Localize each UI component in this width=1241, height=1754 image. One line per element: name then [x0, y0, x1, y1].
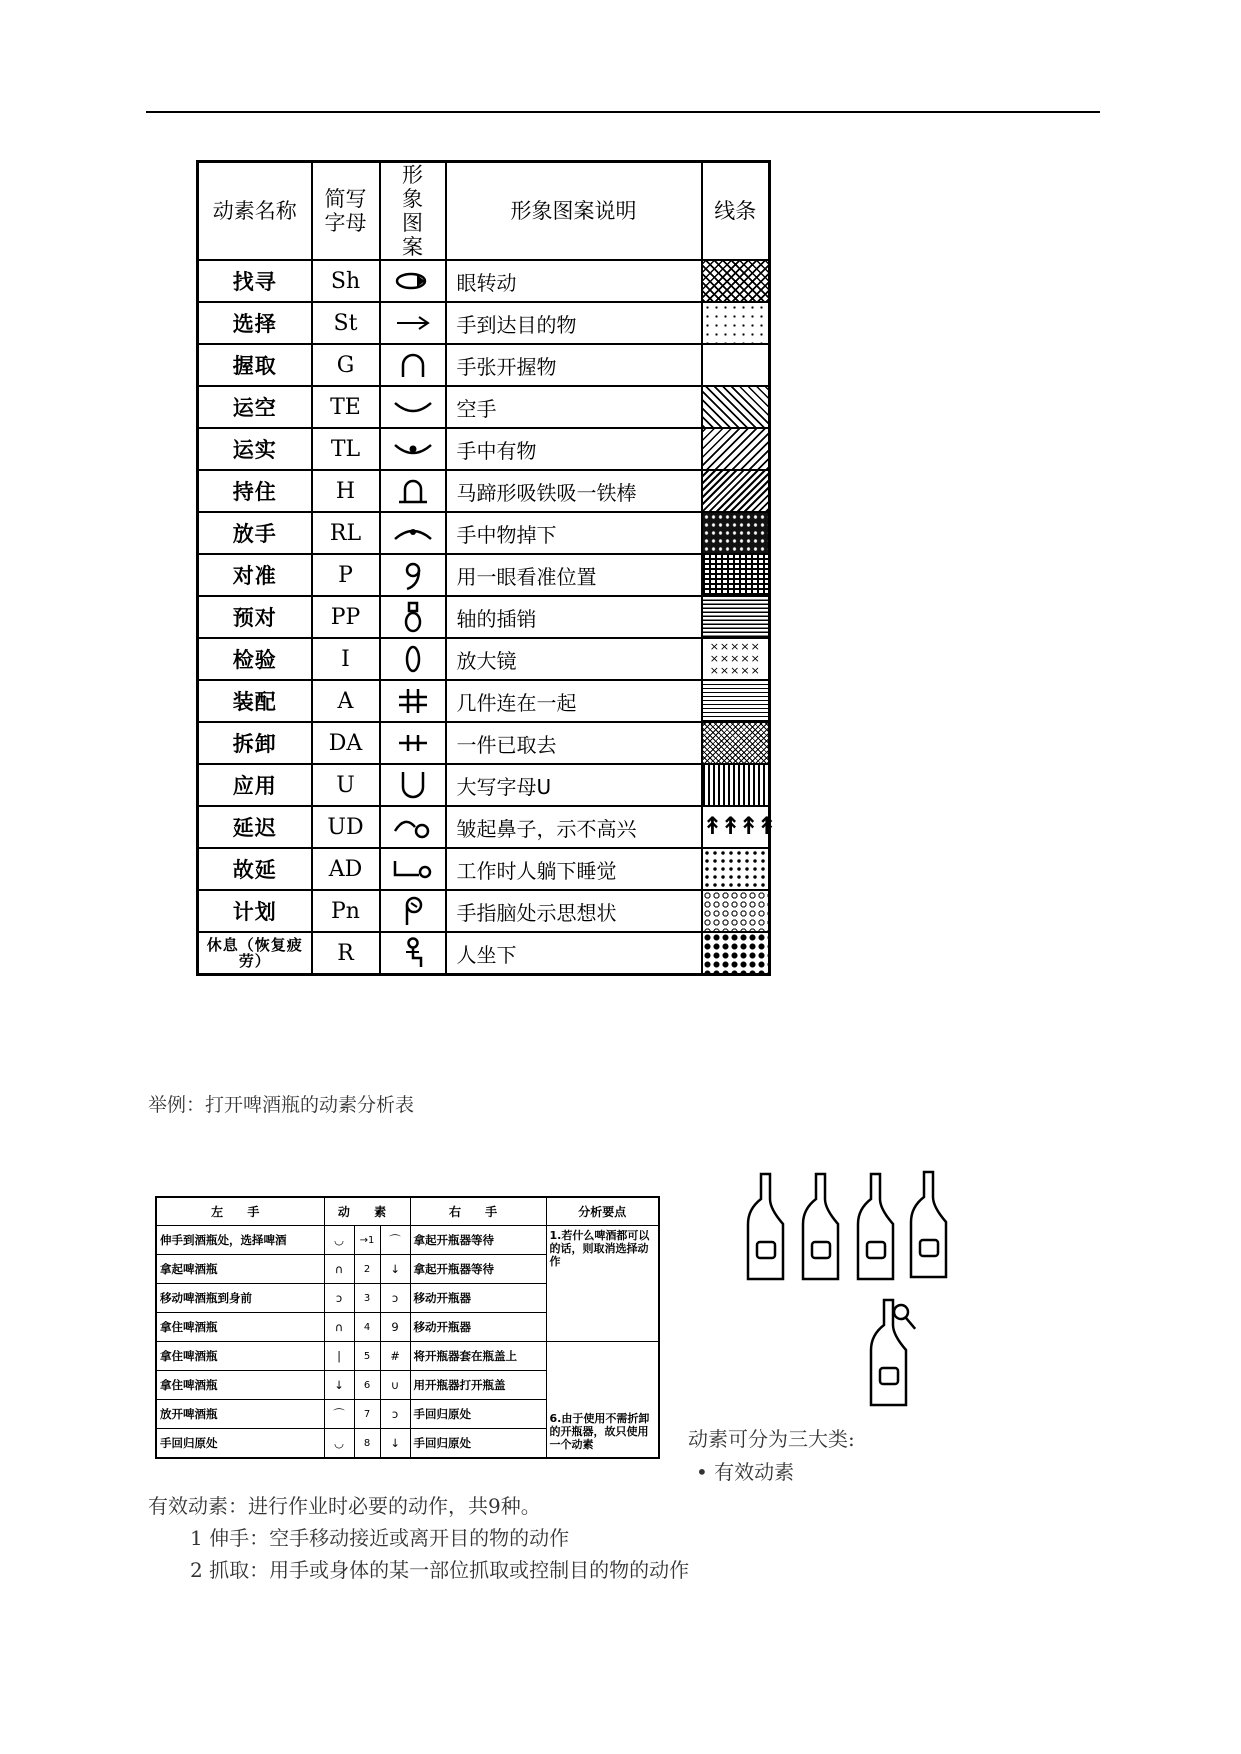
bottle-icon	[871, 1300, 906, 1405]
therblig-abbr: G	[312, 344, 380, 386]
therblig-desc: 马蹄形吸铁吸一铁棒	[446, 470, 702, 512]
left-hand-action: 移动啤酒瓶到身前	[156, 1284, 324, 1313]
therblig-table	[196, 160, 775, 976]
therblig-name: 装配	[198, 680, 312, 722]
right-hand-action: 移动开瓶器	[410, 1313, 546, 1342]
therblig-abbr: TE	[312, 386, 380, 428]
step-number: 2	[354, 1255, 380, 1284]
pattern-swatch	[702, 428, 770, 470]
left-hand-action: 拿住啤酒瓶	[156, 1313, 324, 1342]
right-hand-action: 手回归原处	[410, 1429, 546, 1459]
header-abbr: 简写字母	[312, 162, 380, 261]
therblig-row	[198, 512, 770, 554]
therblig-row	[198, 386, 770, 428]
therblig-row	[198, 806, 770, 848]
right-symbol: ↓	[380, 1255, 410, 1284]
step-number: 8	[354, 1429, 380, 1459]
therblig-name: 休息（恢复疲劳）	[198, 932, 312, 975]
left-hand-action: 手回归原处	[156, 1429, 324, 1459]
therblig-desc: 手指脑处示思想状	[446, 890, 702, 932]
therblig-name: 拆卸	[198, 722, 312, 764]
therblig-row	[198, 764, 770, 806]
header-desc: 形象图案说明	[446, 162, 702, 261]
therblig-abbr: St	[312, 302, 380, 344]
therblig-abbr: Pn	[312, 890, 380, 932]
bottle-icon	[858, 1174, 893, 1279]
therblig-abbr: AD	[312, 848, 380, 890]
body-line: 有效动素：进行作业时必要的动作，共9种。	[148, 1494, 541, 1518]
empty-hand-icon	[380, 386, 446, 428]
category-effective: • 有效动素	[696, 1460, 795, 1484]
pattern-swatch	[702, 932, 770, 975]
left-symbol: ↄ	[324, 1284, 354, 1313]
body-line: 1 伸手：空手移动接近或离开目的物的动作	[190, 1526, 570, 1550]
beer-bottles-illustration	[738, 1164, 998, 1424]
therblig-abbr: PP	[312, 596, 380, 638]
left-symbol: ↓	[324, 1371, 354, 1400]
header-name: 动素名称	[198, 162, 312, 261]
step-number: 3	[354, 1284, 380, 1313]
pattern-swatch	[702, 806, 775, 848]
therblig-name: 预对	[198, 596, 312, 638]
bottle-icon	[911, 1172, 946, 1277]
loaded-hand-icon	[380, 428, 446, 470]
right-hand-action: 移动开瓶器	[410, 1284, 546, 1313]
therblig-abbr: Sh	[312, 260, 380, 302]
arrow-right-icon	[380, 302, 446, 344]
therblig-name: 持住	[198, 470, 312, 512]
open-hand-icon	[380, 344, 446, 386]
example-table	[155, 1196, 660, 1459]
therblig-abbr: P	[312, 554, 380, 596]
step-number: →1	[354, 1226, 380, 1255]
therblig-desc: 放大镜	[446, 638, 702, 680]
therblig-row	[198, 638, 770, 680]
delay-icon	[380, 806, 446, 848]
table-row	[156, 1226, 659, 1255]
therblig-abbr: R	[312, 932, 380, 975]
therblig-desc: 空手	[446, 386, 702, 428]
therblig-name: 运实	[198, 428, 312, 470]
right-symbol: ⌒	[380, 1226, 410, 1255]
therblig-row	[198, 680, 770, 722]
header-therblig: 动 素	[324, 1197, 410, 1226]
position-icon	[380, 554, 446, 596]
therblig-desc: 大写字母U	[446, 764, 702, 806]
therblig-name: 故延	[198, 848, 312, 890]
disassemble-icon	[380, 722, 446, 764]
therblig-header-row	[198, 162, 770, 261]
therblig-desc: 眼转动	[446, 260, 702, 302]
therblig-abbr: U	[312, 764, 380, 806]
therblig-desc: 手到达目的物	[446, 302, 702, 344]
use-icon	[380, 764, 446, 806]
right-symbol: 9	[380, 1313, 410, 1342]
header-symbol: 形象图案	[380, 162, 446, 261]
right-symbol: ↄ	[380, 1400, 410, 1429]
left-hand-action: 拿住啤酒瓶	[156, 1371, 324, 1400]
pattern-swatch	[702, 596, 770, 638]
therblig-name: 应用	[198, 764, 312, 806]
therblig-name: 选择	[198, 302, 312, 344]
analysis-note-2: 6.由于使用不需折卸的开瓶器，故只使用一个动素	[546, 1342, 659, 1459]
left-symbol: |	[324, 1342, 354, 1371]
therblig-name: 延迟	[198, 806, 312, 848]
right-symbol: ↓	[380, 1429, 410, 1459]
left-hand-action: 拿住啤酒瓶	[156, 1342, 324, 1371]
top-rule	[146, 111, 1100, 113]
therblig-desc: 人坐下	[446, 932, 702, 975]
pattern-swatch	[702, 554, 770, 596]
header-right-hand: 右 手	[410, 1197, 546, 1226]
rest-icon	[380, 932, 446, 975]
pattern-swatch	[702, 722, 770, 764]
header-pattern: 线条	[702, 162, 770, 261]
left-symbol: ∩	[324, 1255, 354, 1284]
therblig-desc: 手张开握物	[446, 344, 702, 386]
therblig-desc: 一件已取去	[446, 722, 702, 764]
right-hand-action: 拿起开瓶器等待	[410, 1226, 546, 1255]
pattern-swatch: ××××× ××××× ×××××	[702, 638, 770, 680]
therblig-row	[198, 890, 770, 932]
pattern-swatch	[702, 680, 770, 722]
body-line: 2 抓取：用手或身体的某一部位抓取或控制目的物的动作	[190, 1558, 690, 1582]
pattern-swatch	[702, 890, 770, 932]
therblig-name: 放手	[198, 512, 312, 554]
header-left-hand: 左 手	[156, 1197, 324, 1226]
therblig-row	[198, 722, 770, 764]
therblig-desc: 皱起鼻子，示不高兴	[446, 806, 702, 848]
therblig-abbr: A	[312, 680, 380, 722]
therblig-name: 检验	[198, 638, 312, 680]
therblig-row	[198, 596, 770, 638]
therblig-desc: 几件连在一起	[446, 680, 702, 722]
therblig-abbr: H	[312, 470, 380, 512]
left-symbol: ∩	[324, 1313, 354, 1342]
right-hand-action: 用开瓶器打开瓶盖	[410, 1371, 546, 1400]
left-symbol: ◡	[324, 1429, 354, 1459]
bottle-icon	[803, 1174, 838, 1279]
right-hand-action: 手回归原处	[410, 1400, 546, 1429]
think-icon	[380, 890, 446, 932]
pattern-swatch	[702, 848, 770, 890]
pattern-swatch	[702, 344, 770, 386]
analysis-note-1: 1.若什么啤酒都可以的话，则取消选择动作	[546, 1226, 659, 1342]
therblig-abbr: DA	[312, 722, 380, 764]
release-icon	[380, 512, 446, 554]
left-symbol: ◡	[324, 1226, 354, 1255]
therblig-desc: 手中物掉下	[446, 512, 702, 554]
therblig-abbr: I	[312, 638, 380, 680]
therblig-name: 握取	[198, 344, 312, 386]
therblig-desc: 用一眼看准位置	[446, 554, 702, 596]
therblig-abbr: RL	[312, 512, 380, 554]
therblig-row	[198, 428, 770, 470]
therblig-row	[198, 302, 770, 344]
left-hand-action: 伸手到酒瓶处，选择啤酒	[156, 1226, 324, 1255]
pattern-swatch	[702, 386, 770, 428]
sleep-icon	[380, 848, 446, 890]
therblig-desc: 轴的插销	[446, 596, 702, 638]
table-row	[156, 1342, 659, 1371]
example-header-row	[156, 1197, 659, 1226]
therblig-row	[198, 848, 770, 890]
pattern-swatch	[702, 470, 770, 512]
header-notes: 分析要点	[546, 1197, 659, 1226]
eye-icon	[380, 260, 446, 302]
right-symbol: #	[380, 1342, 410, 1371]
step-number: 6	[354, 1371, 380, 1400]
therblig-desc: 手中有物	[446, 428, 702, 470]
bottle-icon	[748, 1174, 783, 1279]
therblig-name: 运空	[198, 386, 312, 428]
step-number: 4	[354, 1313, 380, 1342]
pattern-swatch	[702, 302, 770, 344]
right-hand-action: 拿起开瓶器等待	[410, 1255, 546, 1284]
pattern-swatch	[702, 260, 770, 302]
left-symbol: ⌒	[324, 1400, 354, 1429]
categories-intro: 动素可分为三大类:	[688, 1427, 855, 1451]
arrows-pattern: ↟↟↟↟	[702, 812, 775, 840]
therblig-abbr: UD	[312, 806, 380, 848]
therblig-row	[198, 470, 770, 512]
pattern-swatch	[702, 512, 770, 554]
right-symbol: ∪	[380, 1371, 410, 1400]
bottle-opener-icon	[891, 1302, 920, 1333]
therblig-name: 计划	[198, 890, 312, 932]
left-hand-action: 放开啤酒瓶	[156, 1400, 324, 1429]
therblig-row	[198, 554, 770, 596]
therblig-row	[198, 932, 770, 975]
therblig-name: 对准	[198, 554, 312, 596]
left-hand-action: 拿起啤酒瓶	[156, 1255, 324, 1284]
pin-icon	[380, 596, 446, 638]
step-number: 7	[354, 1400, 380, 1429]
step-number: 5	[354, 1342, 380, 1371]
assemble-icon	[380, 680, 446, 722]
magnifier-icon	[380, 638, 446, 680]
pattern-swatch	[702, 764, 770, 806]
right-symbol: ↄ	[380, 1284, 410, 1313]
right-hand-action: 将开瓶器套在瓶盖上	[410, 1342, 546, 1371]
therblig-name: 找寻	[198, 260, 312, 302]
therblig-row	[198, 344, 770, 386]
therblig-row	[198, 260, 770, 302]
example-caption: 举例：打开啤酒瓶的动素分析表	[148, 1094, 415, 1116]
therblig-desc: 工作时人躺下睡觉	[446, 848, 702, 890]
magnet-icon	[380, 470, 446, 512]
therblig-abbr: TL	[312, 428, 380, 470]
